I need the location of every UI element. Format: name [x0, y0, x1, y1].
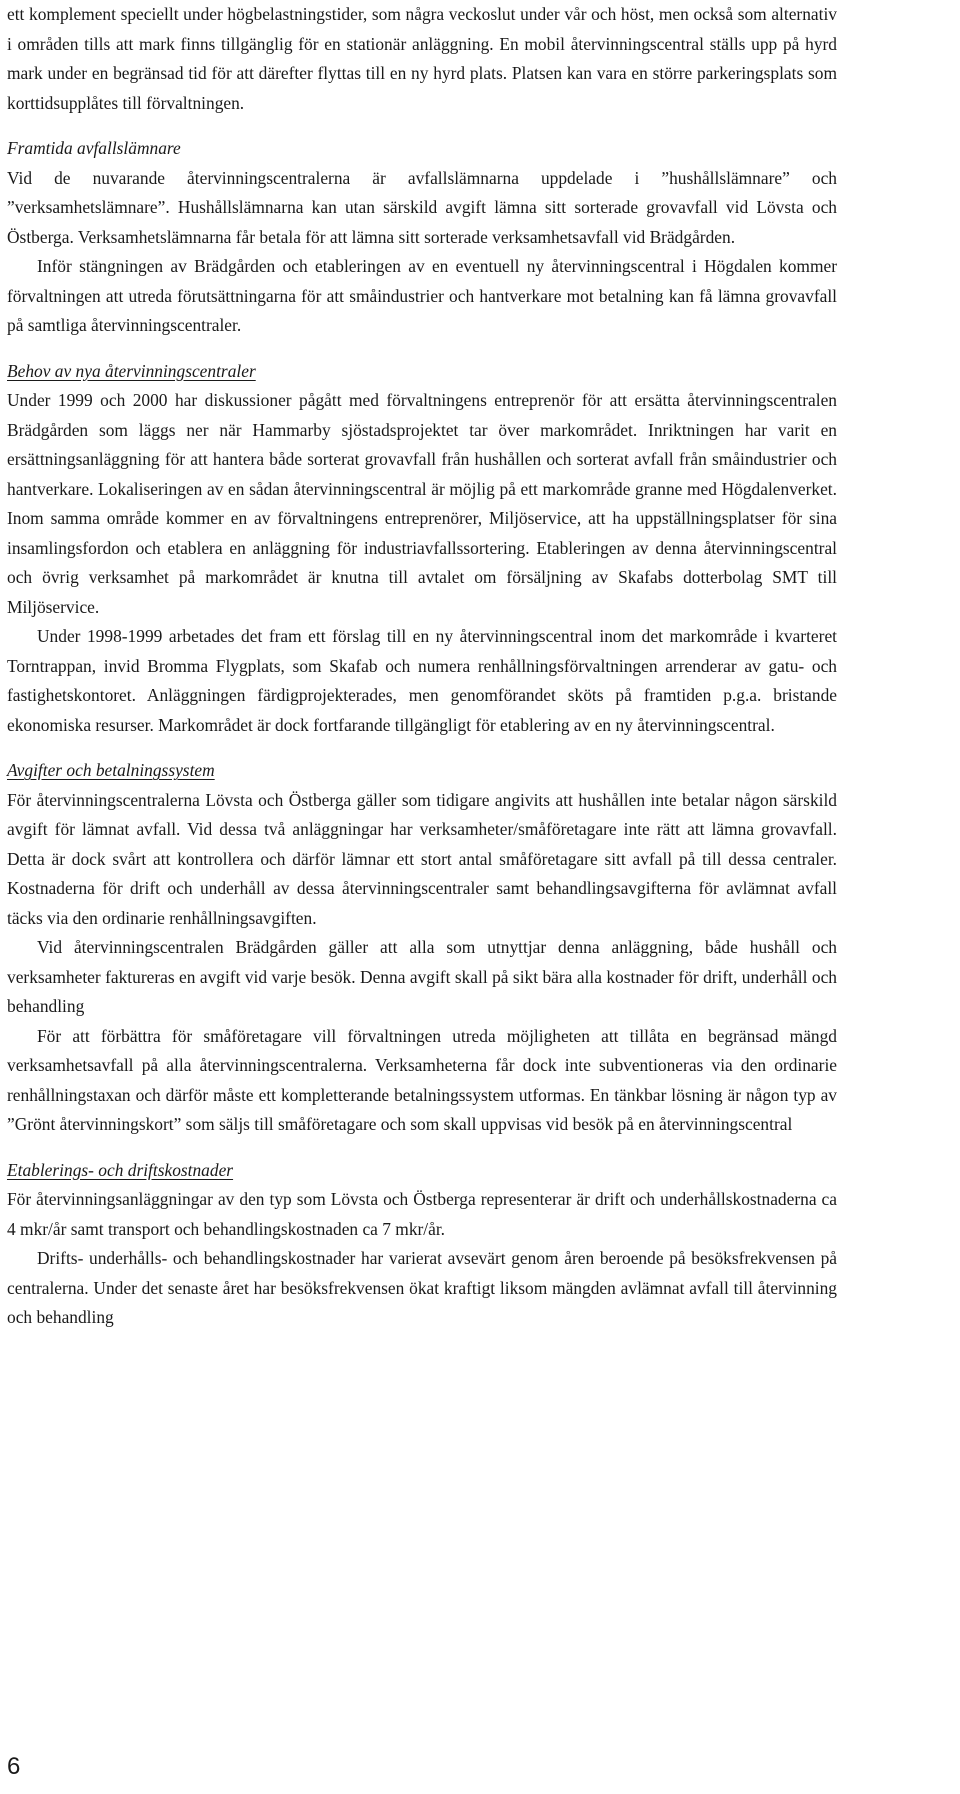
- intro-paragraph: ett komplement speciellt under högbelastningstider, som några veckoslut under vår och höst, men också som alternativ i områden tills att mark finns tillgänglig för en stationär anläggning. En mobil återvinningscentral ställs upp på hyrd mark under en begränsad tid för att därefter flyttas till en ny hyrd plats. Platsen kan vara en större parkeringsplats som korttidsupplåtes till förvaltningen.: [7, 4, 837, 113]
- paragraph: Drifts- underhålls- och behandlingskostnader har varierat avsevärt genom åren beroende på besöksfrekvensen på centralerna. Under det senaste året har besöksfrekvensen ökat kraftigt liksom mängden avlämnat avfall till återvinning och behandling: [7, 1248, 837, 1327]
- section-heading-etablerings-och-driftskostnader: Etablerings- och driftskostnader: [7, 1159, 234, 1180]
- section-gap: [7, 740, 837, 756]
- section-gap: [7, 118, 837, 134]
- paragraph: Inför stängningen av Brädgården och etableringen av en eventuell ny återvinningscentral i Högdalen kommer förvaltningen att utreda förutsättningarna för att småindustrier och hantverkare mot betalning kan få lämna grovavfall på samtliga återvinningscentraler.: [7, 256, 837, 335]
- paragraph: Vid återvinningscentralen Brädgården gäller att alla som utnyttjar denna anläggning, både hushåll och verksamheter faktureras en avgift vid varje besök. Denna avgift skall på sikt bära alla kostnader för drift, underhåll och behandling: [7, 937, 837, 1016]
- document-body: [7, 0, 837, 1333]
- paragraph: För att förbättra för småföretagare vill förvaltningen utreda möjligheten att tillåta en begränsad mängd verksamhetsavfall på alla återvinningscentralerna. Verksamheterna får dock inte subventioneras via den ordinarie renhållningstaxan och därför måste ett kompletterande betalningssystem utformas. En tänkbar lösning är någon typ av ”Grönt återvinningskort” som säljs till småföretagare och som skall uppvisas vid besök på en återvinningscentral: [7, 1025, 837, 1134]
- section-gap: [7, 1140, 837, 1156]
- paragraph: Under 1999 och 2000 har diskussioner pågått med förvaltningens entreprenör för att ersätta återvinningscentralen Brädgården som läggs ner när Hammarby sjöstadsprojektet tar över markområdet. Inriktningen har varit en ersättningsanläggning för att hantera både sorterat grovavfall från hushållen och sorterat avfall från småindustrier och hantverkare. Lokaliseringen av en sådan återvinningscentral är möjlig på ett markområde granne med Högdalenverket. Inom samma område kommer en av förvaltningens entreprenörer, Miljöservice, att ha uppställningsplatser för sina insamlingsfordon och etablera en anläggning för industriavfallssortering. Etableringen av denna återvinningscentral och övrig verksamhet på markområdet är knutna till avtalet om försäljning av Skafabs dotterbolag SMT till Miljöservice.: [7, 390, 837, 617]
- paragraph: För återvinningscentralerna Lövsta och Östberga gäller som tidigare angivits att hushållen inte betalar någon särskild avgift för lämnat avfall. Vid dessa två anläggningar har verksamheter/småföretagare inte rätt att lämna grovavfall. Detta är dock svårt att kontrollera och därför lämnar ett stort antal småföretagare sitt avfall på till dessa centraler. Kostnaderna för drift och underhåll av dessa återvinningscentraler samt behandlingsavgifterna för avlämnat avfall täcks via den ordinarie renhållningsavgiften.: [7, 789, 837, 928]
- page-number: 6: [7, 1753, 21, 1780]
- paragraph: Vid de nuvarande återvinningscentralerna är avfallslämnarna uppdelade i ”hushållslämnare” och ”verksamhetslämnare”. Hushållslämnarna kan utan särskild avgift lämna sitt sorterade grovavfall vid Lövsta och Östberga. Verksamhetslämnarna får betala för att lämna sitt sorterade verksamhetsavfall vid Brädgården.: [7, 167, 837, 247]
- paragraph: För återvinningsanläggningar av den typ som Lövsta och Östberga representerar är drift och underhållskostnaderna ca 4 mkr/år samt transport och behandlingskostnaden ca 7 mkr/år.: [7, 1189, 837, 1239]
- paragraph: Under 1998-1999 arbetades det fram ett förslag till en ny återvinningscentral inom det markområde i kvarteret Torntrappan, invid Bromma Flygplats, som Skafab och numera renhållningsförvaltningen arrenderar av gatu- och fastighetskontoret. Anläggningen färdigprojekterades, men genomförandet sköts på framtiden p.g.a. bristande ekonomiska resurser. Markområdet är dock fortfarande tillgängligt för etablering av en ny återvinningscentral.: [7, 626, 837, 735]
- section-heading-framtida-avfallslamnare: Framtida avfallslämnare: [7, 138, 181, 158]
- section-gap: [7, 341, 837, 357]
- section-heading-behov-av-nya-atervinningscentraler: Behov av nya återvinningscentraler: [7, 360, 256, 381]
- section-heading-avgifter-och-betalningssystem: Avgifter och betalningssystem: [7, 760, 215, 780]
